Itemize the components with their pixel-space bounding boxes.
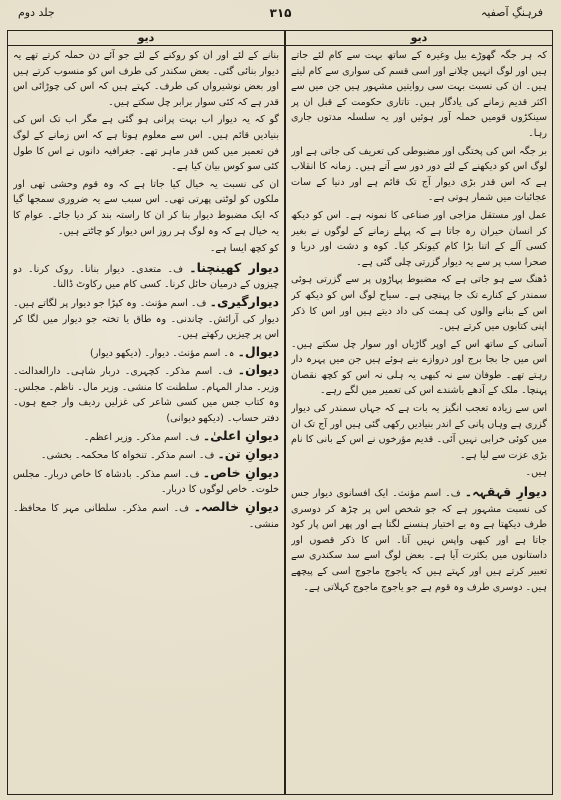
- paragraph: ہیں۔: [525, 467, 547, 479]
- paragraph: بنانے کے لئے اور ان کو روکنے کے لئے جو آئے دن حملہ کرتے تھے یہ دیوار بنائی گئی۔ بعض سکندر کی طرف اس کو منسوب کرتے ہیں اور بعض نوشیرواں کی طرف۔ کہتے ہیں کہ اس کی چوڑائی اس قدر ہے کہ کئی سوار برابر چل سکتے ہیں۔: [13, 50, 279, 108]
- entry-definition: ف۔ اسم مؤنث۔ ایک افسانوی دیوار جس کی نسبت مشہور ہے کہ جو شخص اس پر چڑھ کر دوسری طرف دیکھتا ہے وہ بے اختیار ہنسنے لگتا ہے اور پھر اس پار کود جاتا ہے اور کبھی واپس نہیں آتا۔ اس کا ذکر قصوں اور داستانوں میں بکثرت آیا ہے۔ بعض لوگ اسے سد سکندری سے تعبیر کرتے ہیں اور کہتے ہیں کہ یاجوج ماجوج اسی کے پیچھے ہیں۔ دوسری طرف وہ قوم ہے جو یاجوج ماجوج کہلاتی ہے۔: [291, 488, 547, 593]
- dictionary-entry: [291, 483, 547, 595]
- dictionary-entry: [13, 361, 279, 426]
- right-column: [291, 48, 547, 791]
- entry-definition: ف۔ اسم مذکر۔ کچہری۔ دربار شاہی۔ دارالعدالت۔ وزیر۔ مدار المہام۔ سلطنت کا منشی۔ وزیر مال۔ ناظم۔ مجلس۔ وہ کتاب جس میں کسی شاعر کی غزلیں ردیف وار جمع ہوں۔ دفتر حساب۔ (دیکھو دیوانی): [13, 366, 279, 425]
- entry-headword: دیوانِ تن۔: [217, 446, 279, 462]
- dictionary-entry: [13, 343, 279, 362]
- paragraph: بر جگہ اس کی پختگی اور مضبوطی کی تعریف کی جاتی ہے اور لوگ اس کو دیکھنے کے لئے دور دور سے آتے ہیں۔ زمانہ کا انقلاب ہے کہ اس قدر بڑی دیوار آج تک قائم ہے اور دنیا کے سات عجائبات میں شمار ہوتی ہے۔: [291, 145, 547, 204]
- entry-headword: دیوانِ خاص۔: [202, 464, 279, 480]
- dictionary-entry: [13, 445, 279, 464]
- entry-definition: ف۔ اسم مذکر۔ بادشاہ کا خاص دربار۔ مجلس خلوت۔ خاص لوگوں کا دربار۔: [13, 468, 279, 496]
- page-header: [10, 6, 551, 26]
- left-column: [13, 48, 279, 791]
- entry-definition: ف۔ اسم مذکر۔ وزیر اعظم۔: [83, 431, 200, 443]
- entry-definition: ف۔ اسم مذکر۔ سلطانی مہر کا محافظ۔ منشی۔: [13, 503, 279, 530]
- paragraph: کہ ہر جگہ گھوڑے بیل وغیرہ کے ساتھ بہت سے کام لئے جاتے ہیں اور لوگ انہیں چلانے اور اسی قسم کی سواری سے کام لیتے ہیں۔ ان کی نسبت بہت سی روایتیں مشہور ہیں جن میں سے اکثر قدیم زمانے کی یادگار ہیں۔ تاتاری حکومت کے قبل ان پر سینکڑوں قومیں حملہ آور ہوئیں اور یہ سلسلہ مدتوں جاری رہا۔: [291, 50, 547, 139]
- entry-headword: دیوانِ اعلیٰ۔: [202, 427, 279, 443]
- paragraph: گو کہ یہ دیوار اب بہت پرانی ہو گئی ہے مگر اب تک اس کی بنیادیں قائم ہیں۔ اس سے معلوم ہوتا ہے کہ اس زمانے کے لوگ فن تعمیر میں کس قدر ماہر تھے۔ جغرافیہ دانوں نے اس کا طول کئی سو کوس بیان کیا ہے۔: [13, 114, 279, 173]
- paragraph: ڈھنگ سے ہو جاتی ہے کہ مضبوط پہاڑوں پر سے گزرتی ہوئی سمندر کے کنارے تک جا پہنچی ہے۔ سیاح لوگ اس کو دیکھ کر اس کے بنانے والوں کی ہمت کی داد دیتے ہیں اور اس کا ذکر اپنی کتابوں میں کرتے ہیں۔: [291, 274, 547, 333]
- paragraph: ان کی نسبت یہ خیال کیا جاتا ہے کہ وہ قوم وحشی تھی اور ملکوں کو لوٹتی پھرتی تھی۔ اس سبب سے یہ ضروری سمجھا گیا کہ ایک مضبوط دیوار بنا کر ان کا راستہ بند کر دیا جائے۔ عوام کا یہ خیال ہے کہ وہ لوگ ہر روز اس دیوار کو چاٹتے ہیں۔: [13, 178, 279, 237]
- entry-headword: دیوارِ قہقہہ۔: [464, 484, 547, 500]
- left-column-heading: دیو: [8, 31, 284, 46]
- entry-headword: دیوار کھینچنا۔: [189, 259, 279, 275]
- entry-definition: ہ۔ اسم مؤنث۔ دیوار۔ (دیکھو دیوار): [90, 347, 235, 359]
- volume-label: جلد دوم: [18, 6, 55, 19]
- entry-definition: ف۔ اسم مؤنث۔ وہ کپڑا جو دیوار پر لگاتے ہیں۔ دیوار کی آرائش۔ چاندنی۔ وہ طاق یا تختہ جو دیوار میں لگا کر اس پر چیزیں رکھتے ہیں۔: [13, 297, 279, 341]
- column-divider: [284, 30, 286, 795]
- dictionary-entry: [13, 464, 279, 498]
- page-number: ۳۱۵: [269, 6, 292, 20]
- paragraph: عمل اور مستقل مزاجی اور صناعی کا نمونہ ہے۔ اس کو دیکھ کر انسان حیران رہ جاتا ہے کہ پہلے زمانے کے لوگوں نے بغیر کسی آلے کے اتنا بڑا کام کیونکر کیا۔ کوہ و دشت اور دریا و صحرا سب پر سے یہ دیوار گزرتی چلی گئی ہے۔: [291, 209, 547, 268]
- paragraph: کو کچھ ایسا ہے۔: [209, 243, 279, 255]
- paragraph: اس سے زیادہ تعجب انگیز یہ بات ہے کہ جہاں سمندر کی دیوار گزری ہے وہاں پانی کے اندر بنیادیں رکھی گئی ہیں اور آج تک ان میں کوئی خرابی نہیں آئی۔ قدیم مؤرخوں نے اس کے بانی کا نام بڑی عزت سے لیا ہے۔: [291, 403, 547, 461]
- entry-headword: دیوارگیری۔: [209, 293, 279, 309]
- entry-headword: دیوانِ خالصہ۔: [193, 499, 279, 515]
- right-column-heading: دیو: [286, 31, 552, 46]
- paragraph: آسانی کے ساتھ اس کے اوپر گاڑیاں اور سوار چل سکتے ہیں۔ اس میں جا بجا برج اور دروازے بنے ہوئے ہیں جن میں پہرہ دار رہتے تھے۔ طوفان سے نہ کبھی یہ ہلی نہ اس کو کچھ نقصان پہنچا۔ ملک کے آدھے باشندے اس کی تعمیر میں لگے رہے۔: [291, 338, 547, 397]
- dictionary-entry: [13, 427, 279, 446]
- book-title: فرہنگِ آصفیہ: [480, 6, 543, 19]
- entry-definition: ف۔ متعدی۔ دیوار بنانا۔ روک کرنا۔ دو چیزوں کے درمیان حائل کرنا۔ کسی کام میں رکاوٹ ڈالنا۔: [13, 263, 279, 291]
- dictionary-entry: [13, 293, 279, 343]
- dictionary-entry: [13, 259, 279, 293]
- dictionary-entry: [13, 498, 279, 532]
- entry-headword: دیوال۔: [237, 343, 279, 359]
- entry-definition: ف۔ اسم مذکر۔ تنخواہ کا محکمہ۔ بخشی۔: [40, 450, 215, 462]
- entry-headword: دیوان۔: [237, 362, 279, 378]
